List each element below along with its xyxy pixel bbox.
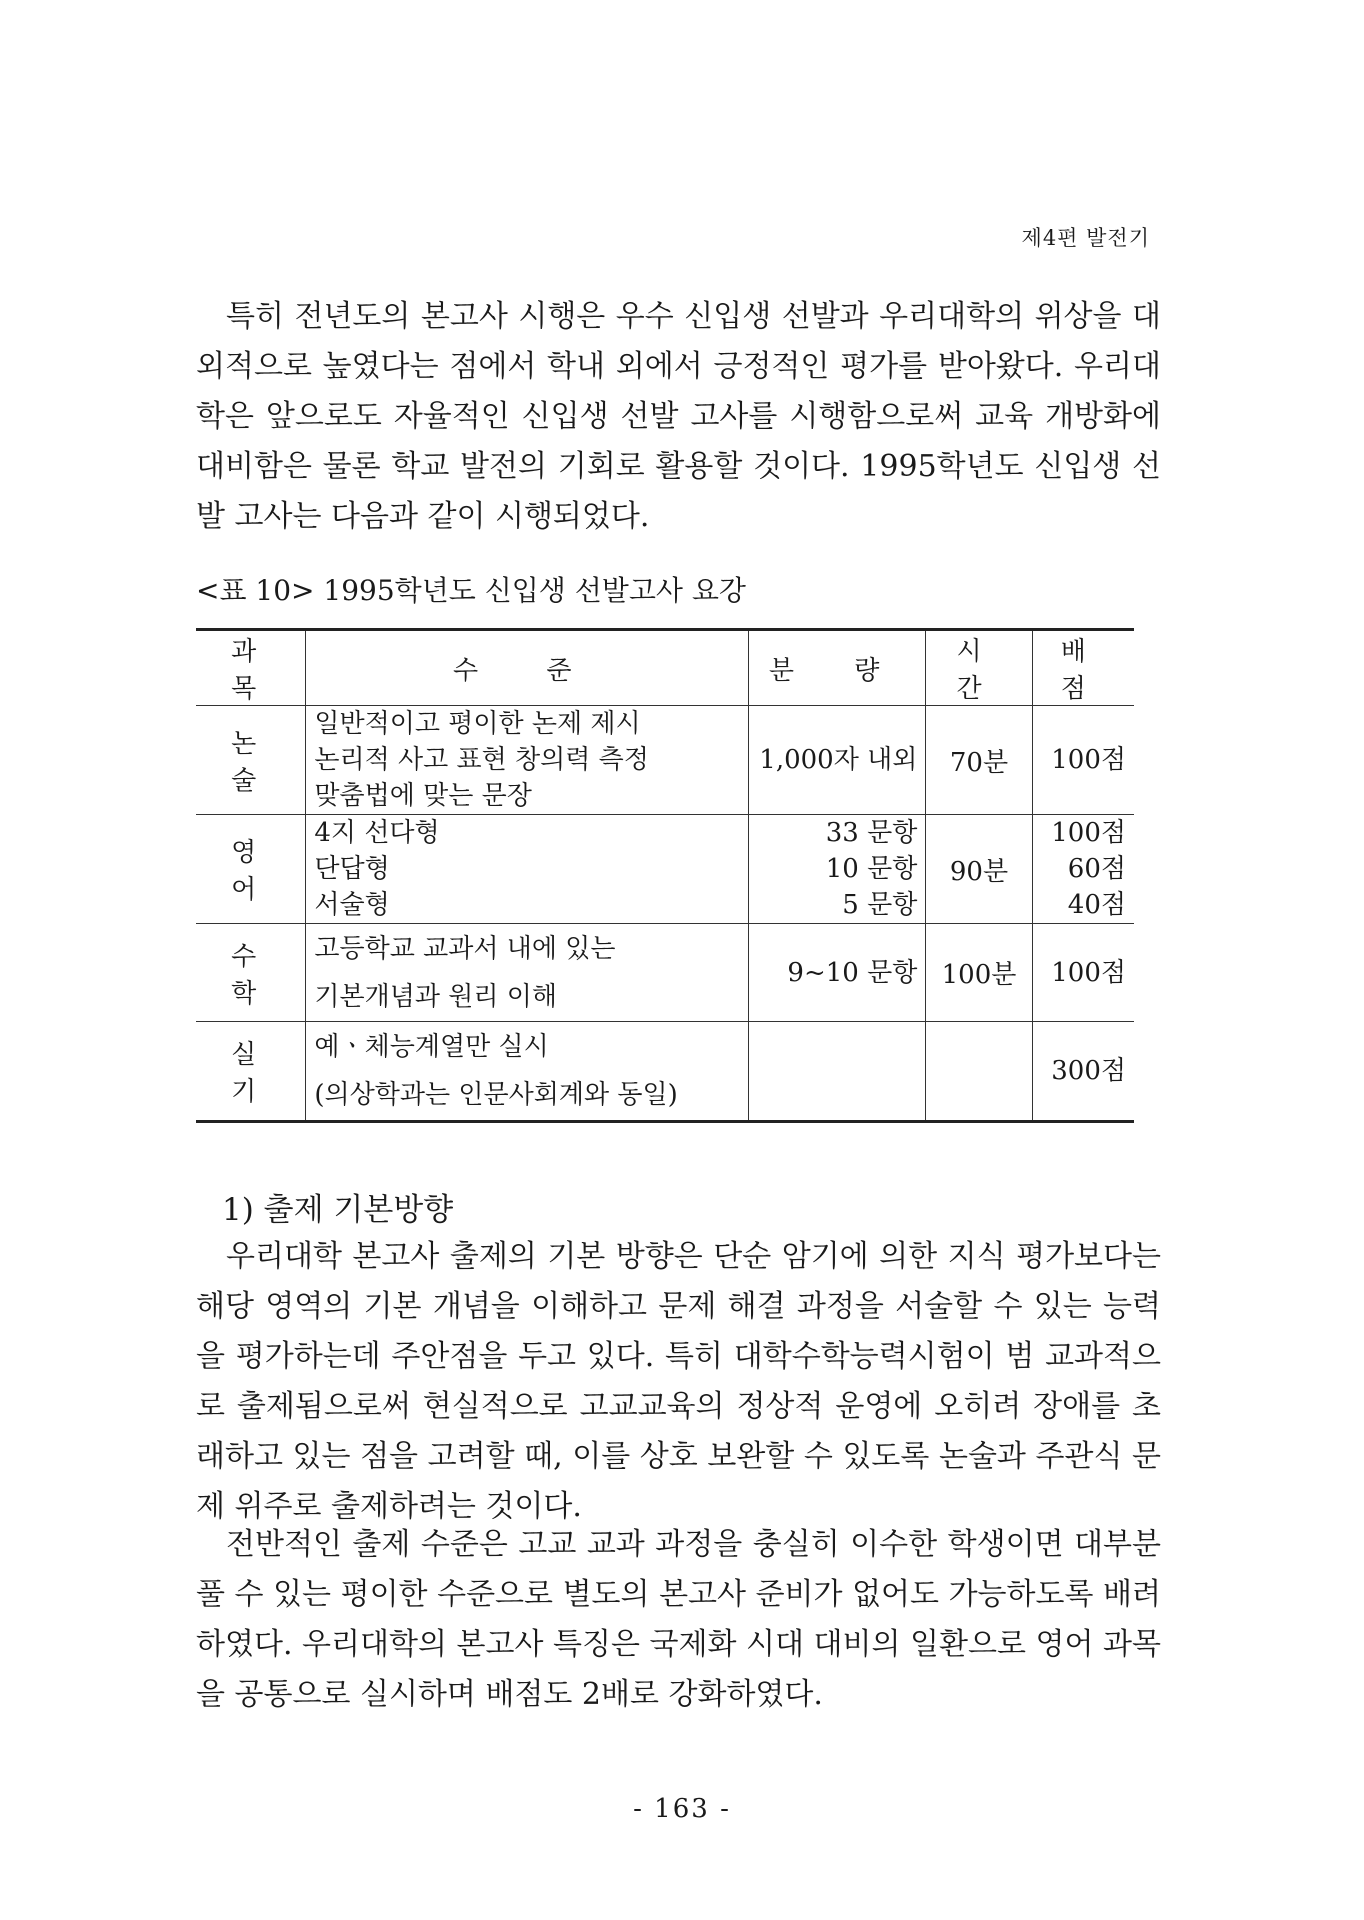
score-line: 100점 — [1051, 957, 1126, 988]
level-cell — [306, 924, 749, 1022]
score-cell — [1032, 706, 1134, 815]
amount-cell — [749, 924, 926, 1022]
section-paragraph: 전반적인 출제 수준은 고교 교과 과정을 충실히 이수한 학생이면 대부분 풀 수 있는 평이한 수준으로 별도의 본고사 준비가 없어도 가능하도록 배려하였다. 우리대학의 본고사 특징은 국제화 시대 대비의 일환으로 영어 과목을 공통으로 실시하며 배점도 2배로 강화하였다. — [196, 1527, 1161, 1712]
time-cell: 90분 — [926, 815, 1032, 924]
header-amount: 분 량 — [749, 630, 926, 706]
score-cell — [1032, 924, 1134, 1022]
header-score: 배 점 — [1032, 630, 1134, 706]
subject-cell: 영 어 — [231, 838, 271, 905]
score-line: 100점 — [1051, 745, 1126, 775]
section-paragraph: 우리대학 본고사 출제의 기본 방향은 단순 암기에 의한 지식 평가보다는 해당 영역의 기본 개념을 이해하고 문제 해결 과정을 서술할 수 있는 능력을 평가하는데 주안점을 두고 있다. 특히 대학수학능력시험이 범 교과적으로 출제됨으로써 현실적으로 고교교육의 정상적 운영에 오히려 장애를 초래하고 있는 점을 고려할 때, 이를 상호 보완할 수 있도록 논술과 주관식 문제 위주로 출제하려는 것이다. — [196, 1239, 1161, 1524]
amount-cell — [749, 815, 926, 924]
time-cell: 100분 — [926, 924, 1032, 1022]
amount-line: 33 문항 — [825, 818, 918, 848]
score-line: 300점 — [1051, 1056, 1126, 1086]
chapter-header: 제4편 발전기 — [1021, 226, 1150, 250]
time-cell — [926, 1022, 1032, 1122]
score-line: 60점 — [1067, 854, 1126, 884]
intro-paragraph: 특히 전년도의 본고사 시행은 우수 신입생 선발과 우리대학의 위상을 대외적으로 높였다는 점에서 학내 외에서 긍정적인 평가를 받아왔다. 우리대학은 앞으로도 자율적인 신입생 선발 고사를 시행함으로써 교육 개방화에 대비함은 물론 학교 발전의 기회로 활용할 것이다. 1995학년도 신입생 선발 고사는 다음과 같이 시행되었다. — [196, 299, 1161, 534]
level-line: 예ㆍ체능계열만 실시 — [314, 1032, 549, 1062]
page-number: - 163 - — [633, 1794, 731, 1824]
score-line: 40점 — [1067, 890, 1126, 920]
score-line: 100점 — [1051, 818, 1126, 848]
table-header-row — [196, 630, 1134, 706]
level-line: 일반적이고 평이한 논제 제시 — [314, 709, 641, 739]
level-line: 단답형 — [314, 854, 390, 884]
time-cell: 70분 — [926, 706, 1032, 815]
level-line: 고등학교 교과서 내에 있는 — [314, 933, 616, 964]
level-line: 4지 선다형 — [314, 818, 440, 848]
subject-cell: 논 술 — [231, 729, 271, 796]
section-title: 1) 출제 기본방향 — [222, 1192, 454, 1228]
amount-line: 5 문항 — [842, 890, 918, 920]
level-cell — [306, 815, 749, 924]
level-line: 논리적 사고 표현 창의력 측정 — [314, 745, 649, 775]
level-cell — [306, 706, 749, 815]
header-level: 수 준 — [306, 630, 749, 706]
score-cell — [1032, 815, 1134, 924]
table-row — [196, 815, 1134, 924]
amount-line: 1,000자 내외 — [759, 745, 918, 775]
level-line: (의상학과는 인문사회계와 동일) — [314, 1080, 678, 1110]
amount-cell — [749, 1022, 926, 1122]
level-cell — [306, 1022, 749, 1122]
exam-summary-table — [196, 628, 1134, 1123]
level-line: 맞춤법에 맞는 문장 — [314, 781, 532, 811]
header-subject: 과 목 — [231, 637, 271, 704]
table-caption: <표 10> 1995학년도 신입생 선발고사 요강 — [196, 574, 746, 607]
table-row — [196, 706, 1134, 815]
table-row — [196, 924, 1134, 1022]
subject-cell: 수 학 — [231, 941, 271, 1009]
level-line: 서술형 — [314, 890, 390, 920]
header-time: 시 간 — [926, 630, 1032, 706]
table-row — [196, 1022, 1134, 1122]
amount-cell — [749, 706, 926, 815]
amount-line: 10 문항 — [825, 854, 918, 884]
amount-line: 9~10 문항 — [787, 957, 918, 988]
subject-cell: 실 기 — [231, 1040, 271, 1107]
score-cell — [1032, 1022, 1134, 1122]
level-line: 기본개념과 원리 이해 — [314, 981, 557, 1012]
